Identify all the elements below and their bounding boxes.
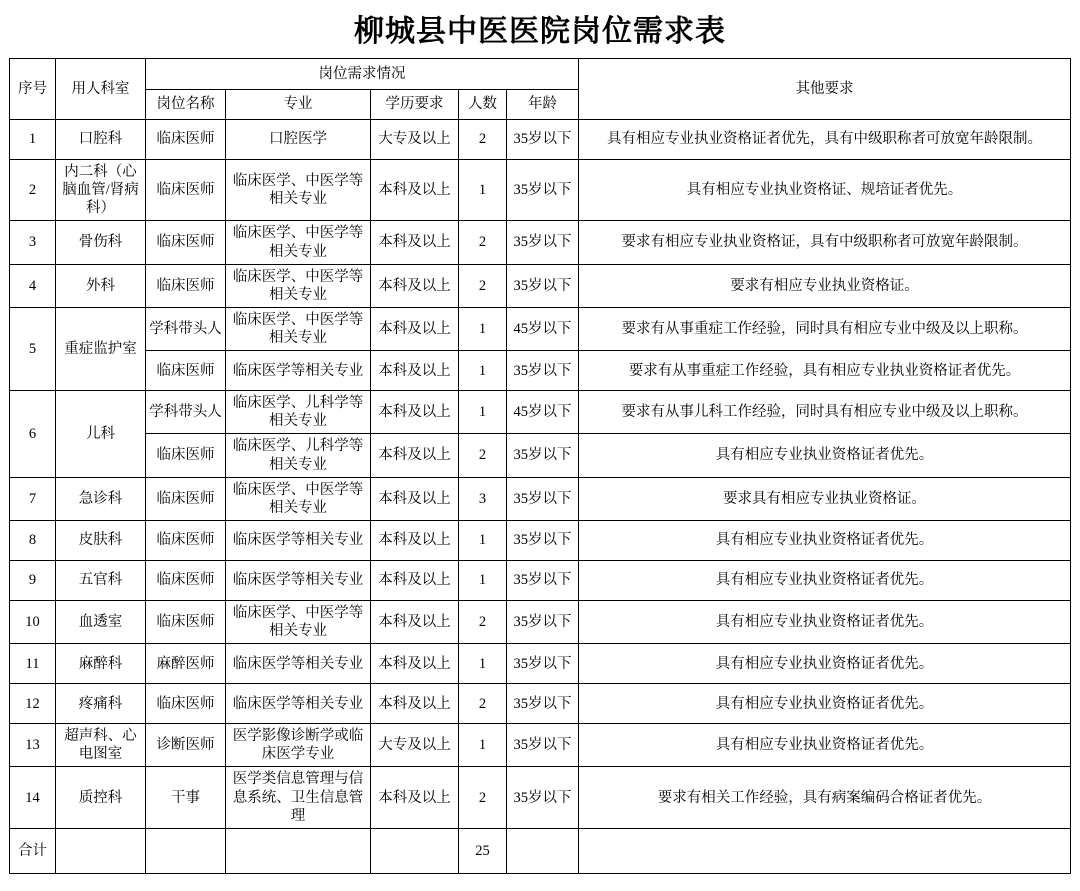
cell-education: 本科及以上 (371, 600, 459, 643)
cell-post: 临床医师 (146, 560, 226, 600)
cell-major: 临床医学、中医学等相关专业 (226, 160, 371, 221)
cell-other: 要求有从事儿科工作经验，同时具有相应专业中级及以上职称。 (579, 391, 1071, 434)
cell-age: 35岁以下 (507, 767, 579, 828)
cell-major: 临床医学、中医学等相关专业 (226, 264, 371, 307)
cell-dept: 儿科 (56, 391, 146, 478)
header-dept: 用人科室 (56, 59, 146, 120)
cell-post: 临床医师 (146, 477, 226, 520)
cell-major: 临床医学等相关专业 (226, 560, 371, 600)
cell-age: 35岁以下 (507, 644, 579, 684)
cell-education: 本科及以上 (371, 684, 459, 724)
cell-other: 具有相应专业执业资格证者优先，具有中级职称者可放宽年龄限制。 (579, 120, 1071, 160)
total-count: 25 (459, 828, 507, 873)
cell-major: 医学类信息管理与信息系统、卫生信息管理 (226, 767, 371, 828)
cell-post: 干事 (146, 767, 226, 828)
cell-count: 2 (459, 767, 507, 828)
cell-post: 学科带头人 (146, 307, 226, 350)
cell-education: 本科及以上 (371, 160, 459, 221)
table-row (10, 434, 1071, 477)
cell-age: 35岁以下 (507, 120, 579, 160)
cell-post: 麻醉医师 (146, 644, 226, 684)
cell-count: 2 (459, 120, 507, 160)
cell-age: 45岁以下 (507, 307, 579, 350)
cell-seq: 11 (10, 644, 56, 684)
cell-count: 2 (459, 684, 507, 724)
cell-count: 2 (459, 600, 507, 643)
cell-post: 临床医师 (146, 351, 226, 391)
total-major-blank (226, 828, 371, 873)
cell-other: 具有相应专业执业资格证者优先。 (579, 434, 1071, 477)
cell-seq: 9 (10, 560, 56, 600)
cell-dept: 超声科、心电图室 (56, 724, 146, 767)
cell-seq: 10 (10, 600, 56, 643)
cell-seq: 2 (10, 160, 56, 221)
cell-post: 诊断医师 (146, 724, 226, 767)
cell-other: 要求有从事重症工作经验，具有相应专业执业资格证者优先。 (579, 351, 1071, 391)
cell-age: 35岁以下 (507, 160, 579, 221)
cell-major: 临床医学、儿科学等相关专业 (226, 434, 371, 477)
cell-count: 1 (459, 560, 507, 600)
cell-post: 临床医师 (146, 600, 226, 643)
cell-seq: 3 (10, 221, 56, 264)
cell-age: 35岁以下 (507, 600, 579, 643)
cell-post: 临床医师 (146, 520, 226, 560)
cell-seq: 6 (10, 391, 56, 478)
table-footer (10, 828, 1071, 873)
cell-major: 临床医学、中医学等相关专业 (226, 307, 371, 350)
cell-education: 本科及以上 (371, 644, 459, 684)
cell-count: 1 (459, 307, 507, 350)
table-row (10, 391, 1071, 434)
cell-dept: 内二科（心脑血管/肾病科） (56, 160, 146, 221)
cell-post: 临床医师 (146, 264, 226, 307)
page-title: 柳城县中医医院岗位需求表 (354, 15, 726, 48)
cell-education: 本科及以上 (371, 307, 459, 350)
cell-other: 具有相应专业执业资格证、规培证者优先。 (579, 160, 1071, 221)
header-education: 学历要求 (371, 89, 459, 120)
table-row (10, 724, 1071, 767)
cell-age: 35岁以下 (507, 560, 579, 600)
cell-other: 具有相应专业执业资格证者优先。 (579, 644, 1071, 684)
cell-major: 临床医学、中医学等相关专业 (226, 221, 371, 264)
cell-age: 35岁以下 (507, 520, 579, 560)
cell-other: 要求具有相应专业执业资格证。 (579, 477, 1071, 520)
cell-count: 3 (459, 477, 507, 520)
cell-education: 本科及以上 (371, 434, 459, 477)
cell-seq: 4 (10, 264, 56, 307)
cell-seq: 1 (10, 120, 56, 160)
cell-seq: 12 (10, 684, 56, 724)
header-major: 专业 (226, 89, 371, 120)
cell-count: 1 (459, 644, 507, 684)
table-header (10, 59, 1071, 120)
cell-dept: 皮肤科 (56, 520, 146, 560)
cell-major: 医学影像诊断学或临床医学专业 (226, 724, 371, 767)
cell-post: 临床医师 (146, 120, 226, 160)
cell-major: 临床医学、中医学等相关专业 (226, 600, 371, 643)
cell-post: 学科带头人 (146, 391, 226, 434)
cell-other: 要求有相应专业执业资格证，具有中级职称者可放宽年龄限制。 (579, 221, 1071, 264)
header-post: 岗位名称 (146, 89, 226, 120)
cell-count: 1 (459, 351, 507, 391)
cell-major: 临床医学等相关专业 (226, 684, 371, 724)
cell-education: 本科及以上 (371, 264, 459, 307)
cell-major: 临床医学等相关专业 (226, 644, 371, 684)
cell-count: 1 (459, 724, 507, 767)
table-row (10, 477, 1071, 520)
cell-other: 具有相应专业执业资格证者优先。 (579, 684, 1071, 724)
cell-education: 本科及以上 (371, 520, 459, 560)
cell-other: 具有相应专业执业资格证者优先。 (579, 520, 1071, 560)
table-row (10, 560, 1071, 600)
cell-count: 1 (459, 520, 507, 560)
table-row (10, 120, 1071, 160)
cell-dept: 血透室 (56, 600, 146, 643)
cell-dept: 外科 (56, 264, 146, 307)
table-row (10, 684, 1071, 724)
cell-education: 本科及以上 (371, 560, 459, 600)
table-row (10, 307, 1071, 350)
cell-other: 具有相应专业执业资格证者优先。 (579, 560, 1071, 600)
cell-major: 口腔医学 (226, 120, 371, 160)
cell-dept: 麻醉科 (56, 644, 146, 684)
cell-post: 临床医师 (146, 160, 226, 221)
cell-count: 2 (459, 264, 507, 307)
total-age-blank (507, 828, 579, 873)
cell-age: 35岁以下 (507, 684, 579, 724)
cell-post: 临床医师 (146, 684, 226, 724)
cell-education: 本科及以上 (371, 767, 459, 828)
job-requirements-table (9, 58, 1071, 874)
cell-major: 临床医学、儿科学等相关专业 (226, 391, 371, 434)
cell-count: 2 (459, 221, 507, 264)
cell-other: 具有相应专业执业资格证者优先。 (579, 724, 1071, 767)
total-dept-blank (56, 828, 146, 873)
total-post-blank (146, 828, 226, 873)
cell-dept: 疼痛科 (56, 684, 146, 724)
table-row (10, 520, 1071, 560)
cell-education: 本科及以上 (371, 221, 459, 264)
cell-dept: 口腔科 (56, 120, 146, 160)
header-row-group (10, 59, 1071, 90)
total-label: 合计 (10, 828, 56, 873)
table-row (10, 600, 1071, 643)
cell-major: 临床医学等相关专业 (226, 351, 371, 391)
cell-other: 要求有从事重症工作经验，同时具有相应专业中级及以上职称。 (579, 307, 1071, 350)
cell-age: 35岁以下 (507, 434, 579, 477)
table-row (10, 351, 1071, 391)
cell-dept: 五官科 (56, 560, 146, 600)
table-body (10, 120, 1071, 829)
cell-post: 临床医师 (146, 221, 226, 264)
cell-seq: 5 (10, 307, 56, 390)
cell-education: 本科及以上 (371, 351, 459, 391)
total-other-blank (579, 828, 1071, 873)
cell-education: 本科及以上 (371, 391, 459, 434)
table-row (10, 767, 1071, 828)
table-row (10, 160, 1071, 221)
cell-education: 大专及以上 (371, 724, 459, 767)
cell-seq: 8 (10, 520, 56, 560)
cell-education: 本科及以上 (371, 477, 459, 520)
cell-other: 要求有相应专业执业资格证。 (579, 264, 1071, 307)
cell-age: 35岁以下 (507, 724, 579, 767)
cell-dept: 重症监护室 (56, 307, 146, 390)
cell-age: 35岁以下 (507, 221, 579, 264)
table-row (10, 221, 1071, 264)
header-group-requirements: 岗位需求情况 (146, 59, 579, 90)
header-count: 人数 (459, 89, 507, 120)
cell-seq: 13 (10, 724, 56, 767)
cell-count: 1 (459, 160, 507, 221)
table-row (10, 644, 1071, 684)
cell-post: 临床医师 (146, 434, 226, 477)
cell-seq: 7 (10, 477, 56, 520)
total-row (10, 828, 1071, 873)
cell-count: 2 (459, 434, 507, 477)
cell-seq: 14 (10, 767, 56, 828)
cell-major: 临床医学等相关专业 (226, 520, 371, 560)
cell-age: 35岁以下 (507, 351, 579, 391)
header-age: 年龄 (507, 89, 579, 120)
cell-other: 要求有相关工作经验，具有病案编码合格证者优先。 (579, 767, 1071, 828)
cell-major: 临床医学、中医学等相关专业 (226, 477, 371, 520)
cell-age: 35岁以下 (507, 264, 579, 307)
cell-count: 1 (459, 391, 507, 434)
cell-education: 大专及以上 (371, 120, 459, 160)
cell-other: 具有相应专业执业资格证者优先。 (579, 600, 1071, 643)
cell-dept: 骨伤科 (56, 221, 146, 264)
cell-dept: 质控科 (56, 767, 146, 828)
cell-dept: 急诊科 (56, 477, 146, 520)
total-education-blank (371, 828, 459, 873)
cell-age: 45岁以下 (507, 391, 579, 434)
header-seq: 序号 (10, 59, 56, 120)
header-other: 其他要求 (579, 59, 1071, 120)
table-row (10, 264, 1071, 307)
cell-age: 35岁以下 (507, 477, 579, 520)
